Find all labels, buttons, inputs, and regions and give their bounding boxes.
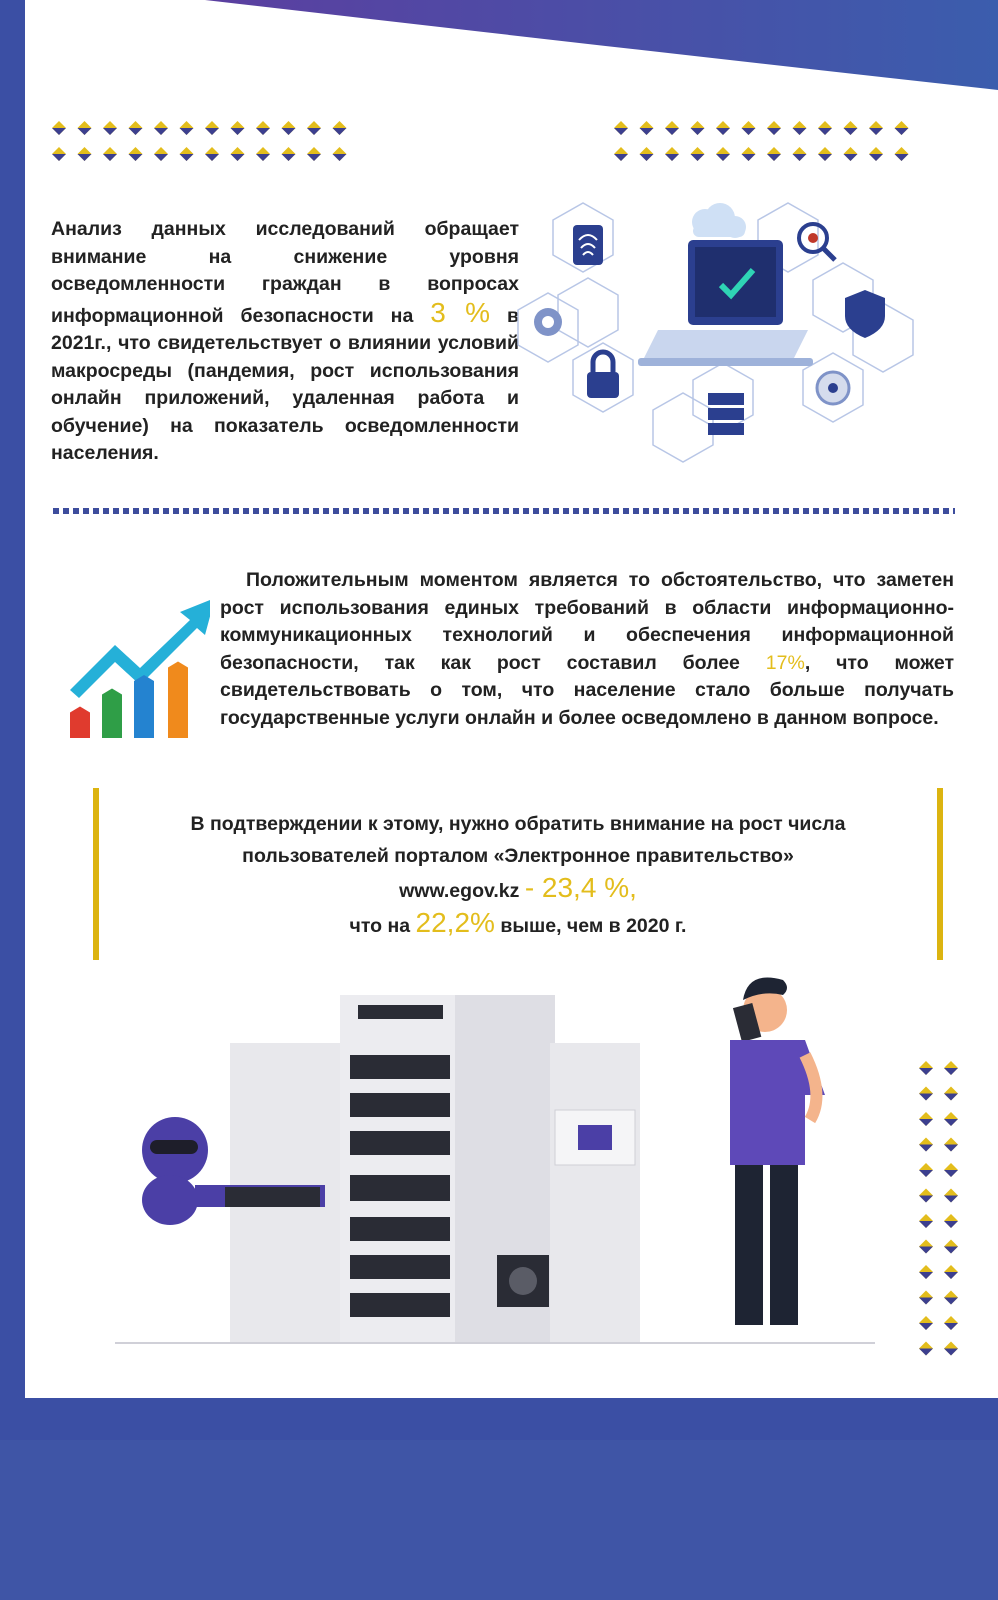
egov-quote-box — [93, 788, 943, 960]
infographic-page — [25, 0, 998, 1398]
paragraph1-text-after: в 2021г., что свидетельствует о влиянии условий макросреды (пандемия, рост использования онлайн приложений, удаленная работа и обучение) на показатель осведомленности населения. — [51, 304, 519, 464]
diamond-shade — [665, 154, 679, 161]
diamond-shade — [919, 1196, 933, 1203]
growth-bar — [168, 662, 188, 739]
cloud-icon — [692, 203, 746, 238]
dial-icon — [817, 372, 849, 404]
growth-chart-icon — [65, 590, 210, 750]
diamond-shade — [944, 1170, 958, 1177]
paragraph-awareness — [51, 216, 519, 468]
top-wave-decoration — [25, 0, 998, 95]
paragraph2-text-before: Положительным моментом является то обстоятельство, что заметен рост использования единых требований в области информационно-коммуникационных технологий и обеспечения информационной безопасности, так как рост составил более — [220, 569, 954, 674]
diamond-shade — [256, 128, 270, 135]
diamond-shade — [282, 154, 296, 161]
diamond-shade — [716, 128, 730, 135]
diamond-shade — [919, 1094, 933, 1101]
diamond-shade — [944, 1323, 958, 1330]
diamond-shade — [919, 1349, 933, 1356]
diamond-shade — [944, 1119, 958, 1126]
gear-icon — [534, 308, 562, 336]
diamond-shade — [52, 154, 66, 161]
quote-line-4-after: выше, чем в 2020 г. — [500, 915, 687, 937]
diamond-shade — [640, 154, 654, 161]
diamond-pattern-right — [613, 120, 913, 170]
man-figure — [730, 978, 825, 1326]
bottom-band — [0, 1440, 998, 1600]
diamond-shade — [333, 154, 347, 161]
diamond-shade — [944, 1221, 958, 1228]
diamond-shade — [103, 128, 117, 135]
diamond-shade — [307, 128, 321, 135]
quote-text — [99, 808, 937, 942]
dotted-separator — [53, 508, 955, 514]
diamond-shade — [869, 154, 883, 161]
diamond-shade — [129, 128, 143, 135]
quote-line-4 — [99, 907, 937, 942]
diamond-shade — [205, 128, 219, 135]
diamond-shade — [793, 154, 807, 161]
diamond-shade — [282, 128, 296, 135]
diamond-shade — [895, 128, 909, 135]
bug-search-icon — [799, 224, 835, 260]
diamond-shade — [640, 128, 654, 135]
growth-bar — [134, 675, 154, 738]
diamond-shade — [767, 154, 781, 161]
quote-line-3 — [99, 872, 937, 907]
diamond-shade — [103, 154, 117, 161]
diamond-shade — [944, 1298, 958, 1305]
diamond-pattern-bottom-right — [918, 1060, 978, 1370]
diamond-shade — [333, 128, 347, 135]
diamond-shade — [919, 1119, 933, 1126]
diamond-shade — [869, 128, 883, 135]
diamond-shade — [818, 154, 832, 161]
diamond-shade — [944, 1247, 958, 1254]
quote-line-2: пользователей порталом «Электронное правительство» — [242, 845, 794, 867]
diamond-shade — [307, 154, 321, 161]
growth-bar — [70, 707, 90, 739]
diamond-shade — [742, 128, 756, 135]
diamond-shade — [78, 154, 92, 161]
server-units — [350, 1055, 450, 1317]
diamond-shade — [154, 154, 168, 161]
diamond-shade — [129, 154, 143, 161]
diamond-shade — [231, 154, 245, 161]
diamond-shade — [944, 1349, 958, 1356]
paragraph2-text-after: , что может свидетельствовать о том, что население стало больше получать государственные услуги онлайн и более осведомлено в данном вопросе. — [220, 651, 955, 729]
diamond-shade — [818, 128, 832, 135]
diamond-shade — [78, 128, 92, 135]
diamond-shade — [844, 128, 858, 135]
padlock-icon — [587, 352, 619, 398]
server-rack-right — [550, 1043, 640, 1343]
diamond-shade — [944, 1145, 958, 1152]
diamond-shade — [665, 128, 679, 135]
laptop-icon — [638, 240, 813, 366]
diamond-shade — [716, 154, 730, 161]
diamond-shade — [919, 1323, 933, 1330]
diamond-shade — [944, 1068, 958, 1075]
diamond-shade — [767, 128, 781, 135]
diamond-pattern-left — [51, 120, 351, 170]
diamond-shade — [919, 1272, 933, 1279]
server-room-illustration — [115, 965, 895, 1385]
diamond-shade — [180, 128, 194, 135]
diamond-shade — [256, 154, 270, 161]
paragraph1-text-before: Анализ данных исследований обращает внимание на снижение уровня осведомленности граждан в вопросах информационной безопасности на — [51, 218, 519, 327]
paragraph2-highlight: 17% — [765, 651, 805, 674]
growth-bar — [102, 689, 122, 739]
diamond-shade — [231, 128, 245, 135]
server-icon — [708, 393, 744, 435]
egov-site: www.egov.kz — [399, 880, 520, 902]
diamond-shade — [154, 128, 168, 135]
shield-icon — [845, 290, 885, 338]
diamond-shade — [919, 1221, 933, 1228]
diamond-shade — [844, 154, 858, 161]
diamond-shade — [944, 1196, 958, 1203]
cybersecurity-illustration — [513, 200, 923, 470]
diamond-shade — [919, 1068, 933, 1075]
diamond-shade — [180, 154, 194, 161]
egov-growth: - 23,4 %, — [524, 872, 637, 903]
diamond-shade — [52, 128, 66, 135]
quote-line-4-highlight: 22,2% — [415, 907, 495, 938]
diamond-shade — [944, 1272, 958, 1279]
diamond-shade — [793, 128, 807, 135]
diamond-shade — [919, 1298, 933, 1305]
diamond-shade — [614, 128, 628, 135]
diamond-shade — [205, 154, 219, 161]
quote-line-1: В подтверждении к этому, нужно обратить внимание на рост числа — [190, 813, 846, 835]
diamond-shade — [742, 154, 756, 161]
diamond-shade — [944, 1094, 958, 1101]
diamond-shade — [919, 1145, 933, 1152]
diamond-shade — [614, 154, 628, 161]
diamond-shade — [691, 128, 705, 135]
paragraph1-highlight: 3 % — [430, 296, 491, 328]
diamond-shade — [919, 1170, 933, 1177]
paragraph-positive-trend — [220, 567, 954, 732]
quote-line-4-before: что на — [349, 915, 411, 937]
diamond-shade — [691, 154, 705, 161]
diamond-shade — [895, 154, 909, 161]
folder-icon — [578, 1125, 612, 1150]
server-rack-center — [340, 995, 460, 1343]
diamond-shade — [919, 1247, 933, 1254]
